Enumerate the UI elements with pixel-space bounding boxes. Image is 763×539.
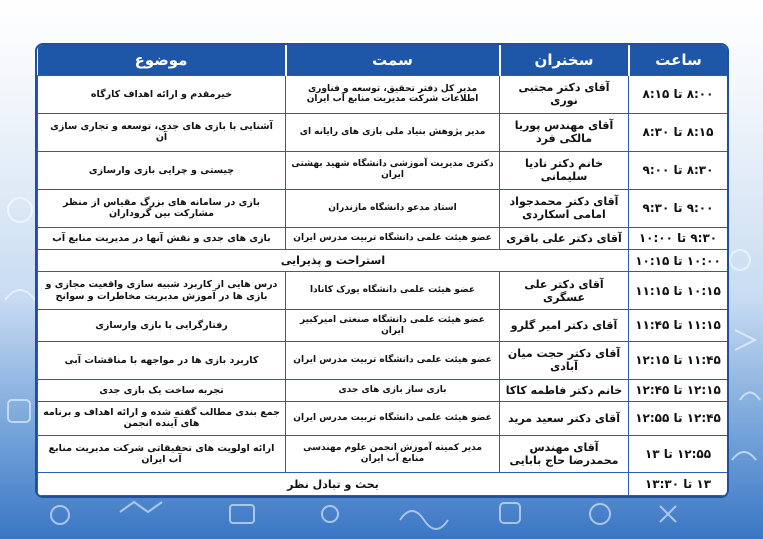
time-cell: ۹:۰۰ تا ۹:۳۰ <box>629 189 728 227</box>
role-cell: استاد مدعو دانشگاه مازندران <box>286 189 500 227</box>
time-cell: ۹:۳۰ تا ۱۰:۰۰ <box>629 227 728 249</box>
role-cell: عضو هیئت علمی دانشگاه تربیت مدرس ایران <box>286 402 500 435</box>
topic-cell: جمع بندی مطالب گفته شده و ارائه اهداف و برنامه های آینده انجمن <box>38 402 286 435</box>
table-row <box>38 379 728 401</box>
topic-cell: درس هایی از کاربرد شبیه سازی واقعیت مجازی و بازی ها در آموزش مدیریت مخاطرات و سوانح <box>38 272 286 310</box>
topic-cell: تجربه ساخت یک بازی جدی <box>38 379 286 401</box>
break-row <box>38 249 728 271</box>
topic-cell: بازی های جدی و نقش آنها در مدیریت منابع آب <box>38 227 286 249</box>
role-cell: مدیر کمیته آموزش انجمن علوم مهندسی منابع آب ایران <box>286 435 500 473</box>
role-cell: عضو هیئت علمی دانشگاه صنعتی امیرکبیر ایران <box>286 310 500 342</box>
table-row <box>38 189 728 227</box>
header-time: ساعت <box>629 45 728 76</box>
header-speaker: سخنران <box>500 45 629 76</box>
time-cell: ۸:۱۵ تا ۸:۳۰ <box>629 113 728 151</box>
time-cell: ۱۳ تا ۱۳:۳۰ <box>629 473 728 496</box>
table-row <box>38 227 728 249</box>
speaker-cell: آقای دکتر علی باقری <box>500 227 629 249</box>
topic-cell: آشنایی با بازی های جدی، توسعه و تجاری سازی آن <box>38 113 286 151</box>
speaker-cell: خانم دکتر نادیا سلیمانی <box>500 151 629 189</box>
time-cell: ۱۲:۱۵ تا ۱۲:۴۵ <box>629 379 728 401</box>
time-cell: ۱۰:۰۰ تا ۱۰:۱۵ <box>629 249 728 271</box>
topic-cell: کاربرد بازی ها در مواجهه با مناقشات آبی <box>38 342 286 380</box>
speaker-cell: آقای دکتر محمدجواد امامی اسکاردی <box>500 189 629 227</box>
time-cell: ۸:۰۰ تا ۸:۱۵ <box>629 76 728 114</box>
table-row <box>38 402 728 435</box>
header-topic: موضوع <box>38 45 286 76</box>
discussion-row <box>38 473 728 496</box>
header-role: سمت <box>286 45 500 76</box>
role-cell: بازی ساز بازی های جدی <box>286 379 500 401</box>
time-cell: ۱۲:۴۵ تا ۱۲:۵۵ <box>629 402 728 435</box>
table-row <box>38 310 728 342</box>
table-header-row <box>38 45 728 76</box>
topic-cell: ارائه اولویت های تحقیقاتی شرکت مدیریت منابع آب ایران <box>38 435 286 473</box>
table-row <box>38 113 728 151</box>
topic-cell: چیستی و چرایی بازی وارسازی <box>38 151 286 189</box>
speaker-cell: آقای مهندس محمدرضا حاج بابایی <box>500 435 629 473</box>
role-cell: عضو هیئت علمی دانشگاه یورک کانادا <box>286 272 500 310</box>
speaker-cell: آقای دکتر مجتبی نوری <box>500 76 629 114</box>
time-cell: ۸:۳۰ تا ۹:۰۰ <box>629 151 728 189</box>
discussion-cell: بحث و تبادل نظر <box>38 473 629 496</box>
speaker-cell: آقای مهندس پوریا مالکی فرد <box>500 113 629 151</box>
speaker-cell: آقای دکتر علی عسگری <box>500 272 629 310</box>
topic-cell: بازی در سامانه های بزرگ مقیاس از منظر مشارکت بین گروداران <box>38 189 286 227</box>
speaker-cell: خانم دکتر فاطمه کاکا <box>500 379 629 401</box>
table-row <box>38 272 728 310</box>
role-cell: مدیر کل دفتر تحقیق، توسعه و فناوری اطلاعات شرکت مدیریت منابع آب ایران <box>286 76 500 114</box>
table-row <box>38 342 728 380</box>
role-cell: مدیر پژوهش بنیاد ملی بازی های رایانه ای <box>286 113 500 151</box>
table-row <box>38 435 728 473</box>
speaker-cell: آقای دکتر سعید مرید <box>500 402 629 435</box>
table-row <box>38 76 728 114</box>
role-cell: دکتری مدیریت آموزشی دانشگاه شهید بهشتی ایران <box>286 151 500 189</box>
table-row <box>38 151 728 189</box>
topic-cell: خیرمقدم و ارائه اهداف کارگاه <box>38 76 286 114</box>
time-cell: ۱۱:۴۵ تا ۱۲:۱۵ <box>629 342 728 380</box>
role-cell: عضو هیئت علمی دانشگاه تربیت مدرس ایران <box>286 227 500 249</box>
topic-cell: رفتارگرایی با بازی وارسازی <box>38 310 286 342</box>
time-cell: ۱۰:۱۵ تا ۱۱:۱۵ <box>629 272 728 310</box>
schedule-card <box>35 43 729 498</box>
role-cell: عضو هیئت علمی دانشگاه تربیت مدرس ایران <box>286 342 500 380</box>
break-cell: استراحت و پذیرایی <box>38 249 629 271</box>
time-cell: ۱۲:۵۵ تا ۱۳ <box>629 435 728 473</box>
speaker-cell: آقای دکتر امیر گلرو <box>500 310 629 342</box>
speaker-cell: آقای دکتر حجت میان آبادی <box>500 342 629 380</box>
schedule-table <box>37 45 728 496</box>
time-cell: ۱۱:۱۵ تا ۱۱:۴۵ <box>629 310 728 342</box>
